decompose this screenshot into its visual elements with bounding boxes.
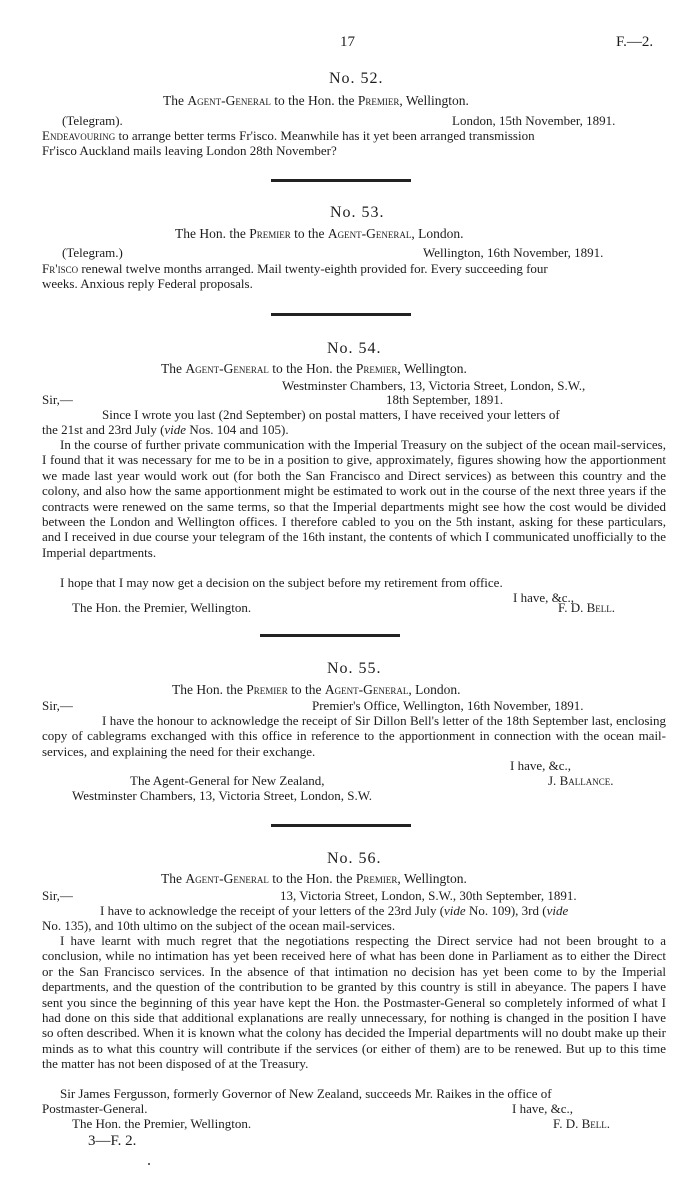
closing: I have, &c., — [510, 758, 572, 773]
addressee: The Agent-General for New Zealand, — [130, 773, 325, 788]
letter-body-line: Endeavouring to arrange better terms Fr'isco. Meanwhile has it yet been arranged transmission — [42, 128, 535, 143]
telegram-label: (Telegram.) — [62, 245, 123, 260]
letter-body-line: Postmaster-General. — [42, 1101, 148, 1116]
section-divider — [271, 179, 411, 182]
telegram-label: (Telegram). — [62, 113, 123, 128]
letter-paragraph: I have the honour to acknowledge the receipt of Sir Dillon Bell's letter of the 18th September last, enclosing copy of cablegrams exchanged with this office in reference to the apportionment in connection with the ocean mail-services, and explaining the need for their exchange. — [42, 713, 666, 759]
letter-body-line: weeks. Anxious reply Federal proposals. — [42, 276, 253, 291]
sender-address: Westminster Chambers, 13, Victoria Street, London, S.W., — [282, 378, 586, 393]
salutation: Sir,— — [42, 888, 73, 903]
printer-signature-mark: 3—F. 2. — [88, 1133, 137, 1149]
letter-paragraph: I have learnt with much regret that the negotiations respecting the Direct service had not been brought to a conclusion, while no intimation has yet been received here of what has been done in Parliament as to either the Direct or the San Francisco services. In the absence of that intimation no decision has yet been come to by the Imperial departments, and the question of the contribution to be granted by this country is still in abeyance. The papers I have sent you since the beginning of this year have kept the Hon. the Postmaster-General so completely informed of what I had done on this side that additional explanations are really unnecessary, for nothing is changed in the position I have so often described. When it is known what the colony has decided the Imperial departments will no doubt make up their minds as to what this country will contribute if the services (or either of them) are to be renewed. But up to this time the matter has not been disposed of at the Treasury. — [42, 933, 666, 1072]
letter-date: London, 15th November, 1891. — [452, 113, 616, 128]
letter-number: No. 52. — [329, 70, 384, 87]
letter-heading: The Hon. the Premier to the Agent-General, London. — [172, 682, 461, 697]
letter-body-line: Since I wrote you last (2nd September) on postal matters, I have received your letters of — [102, 407, 560, 422]
letter-heading: The Agent-General to the Hon. the Premier, Wellington. — [161, 361, 467, 376]
letter-number: No. 53. — [330, 204, 385, 221]
letter-heading: The Agent-General to the Hon. the Premier, Wellington. — [163, 93, 469, 108]
closing: I have, &c., — [513, 590, 575, 605]
addressee: Westminster Chambers, 13, Victoria Street, London, S.W. — [72, 788, 373, 803]
letter-number: No. 55. — [327, 660, 382, 677]
salutation: Sir,— — [42, 392, 73, 407]
closing: I have, &c., — [512, 1101, 574, 1116]
letter-body-line: I have to acknowledge the receipt of your letters of the 23rd July (vide No. 109), 3rd (vide — [100, 903, 569, 918]
letter-number: No. 56. — [327, 850, 382, 867]
sender-office: Premier's Office, Wellington, 16th November, 1891. — [312, 698, 584, 713]
letter-paragraph: Sir James Fergusson, formerly Governor of New Zealand, succeeds Mr. Raikes in the office of — [60, 1086, 552, 1101]
letter-date: Wellington, 16th November, 1891. — [423, 245, 604, 260]
signature: J. Ballance. — [548, 773, 614, 788]
sender-address: 13, Victoria Street, London, S.W., 30th September, 1891. — [280, 888, 577, 903]
signature: F. D. Bell. — [553, 1116, 610, 1131]
section-divider — [260, 634, 400, 637]
addressee: The Hon. the Premier, Wellington. — [72, 600, 252, 615]
section-divider — [271, 824, 411, 827]
page-number: 17 — [340, 34, 355, 50]
document-reference: F.—2. — [616, 34, 654, 50]
letter-number: No. 54. — [327, 340, 382, 357]
salutation: Sir,— — [42, 698, 73, 713]
letter-paragraph: I hope that I may now get a decision on the subject before my retirement from office. — [60, 575, 503, 590]
letter-body-line: Fr'isco Auckland mails leaving London 28th November? — [42, 143, 337, 158]
letter-heading: The Hon. the Premier to the Agent-General, London. — [175, 226, 464, 241]
print-speck — [148, 1163, 150, 1165]
letter-date: 18th September, 1891. — [386, 392, 504, 407]
letter-body-line: the 21st and 23rd July (vide Nos. 104 and 105). — [42, 422, 289, 437]
letter-body-line: Fr'isco renewal twelve months arranged. Mail twenty-eighth provided for. Every succeeding four — [42, 261, 548, 276]
letter-paragraph: In the course of further private communication with the Imperial Treasury on the subject of the ocean mail-services, I found that it was necessary for me to be in a position to give, approximately, figures showing how the apportionment we made last year would work out (for both the San Francisco and Direct services) as between this country and the colony, and also how the same apportionment might be estimated to work out in the course of the next three years if the contracts were renewed on the same terms, so that the Imperial departments might see how the cost would be divided between the London and Wellington offices. I therefore cabled to you on the 5th instant, asking for these particulars, and I received in due course your telegram of the 16th instant, the contents of which I communicated unofficially to the Imperial departments. — [42, 437, 666, 560]
letter-heading: The Agent-General to the Hon. the Premier, Wellington. — [161, 871, 467, 886]
addressee: The Hon. the Premier, Wellington. — [72, 1116, 252, 1131]
letter-body-line: No. 135), and 10th ultimo on the subject of the ocean mail-services. — [42, 918, 396, 933]
section-divider — [271, 313, 411, 316]
signature: F. D. Bell. — [558, 600, 615, 615]
